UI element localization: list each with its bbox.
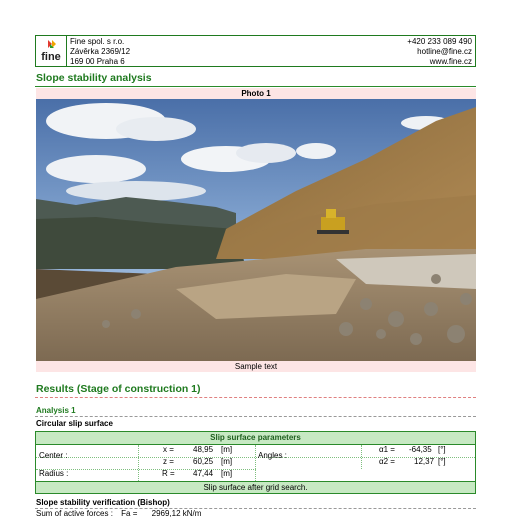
- photo-sample-text: Sample text: [36, 361, 476, 372]
- radius-label: Radius :: [39, 469, 69, 478]
- alpha1-value: -64,35: [409, 445, 432, 454]
- sum-active-row: [36, 509, 201, 518]
- table-body: [36, 445, 475, 481]
- sum-active-label: Sum of active forces :: [36, 509, 113, 518]
- r-value: 47,44: [193, 469, 214, 478]
- photo-caption: Photo 1: [36, 88, 476, 99]
- results-heading: Results (Stage of construction 1): [36, 383, 201, 395]
- slip-surface-table: [35, 431, 476, 494]
- analysis-divider: [35, 416, 476, 417]
- circular-slip-heading: Circular slip surface: [36, 419, 113, 428]
- construction-site-photo: [36, 99, 476, 361]
- table-footer: Slip surface after grid search.: [36, 481, 475, 493]
- alpha2-value: 12,37: [414, 457, 435, 466]
- company-phone: +420 233 089 490: [407, 37, 472, 46]
- alpha2-unit: [°]: [438, 457, 446, 466]
- alpha1-unit: [°]: [438, 445, 446, 454]
- svg-text:fine: fine: [41, 51, 61, 63]
- alpha2-label: α2 =: [379, 457, 395, 466]
- title-divider: [35, 86, 476, 87]
- z-value: 60,25: [193, 457, 214, 466]
- fine-logo: [36, 36, 67, 66]
- company-web[interactable]: www.fine.cz: [429, 57, 472, 66]
- x-unit: [m]: [221, 445, 233, 454]
- r-label: R =: [162, 469, 175, 478]
- analysis-heading: Analysis 1: [36, 406, 76, 415]
- company-email[interactable]: hotline@fine.cz: [417, 47, 472, 56]
- company-name: Fine spol. s r.o.: [70, 37, 125, 46]
- x-label: x =: [163, 445, 174, 454]
- company-street: Závěrka 2369/12: [70, 47, 131, 56]
- alpha1-label: α1 =: [379, 445, 395, 454]
- table-header: Slip surface parameters: [36, 432, 475, 445]
- z-unit: [m]: [221, 457, 233, 466]
- x-value: 48,95: [193, 445, 214, 454]
- r-unit: [m]: [221, 469, 233, 478]
- center-label: Center :: [39, 451, 68, 460]
- report-header: [35, 35, 476, 67]
- fine-logo-icon: [36, 36, 66, 66]
- page-title: Slope stability analysis: [36, 72, 152, 84]
- bishop-heading: Slope stability verification (Bishop): [36, 498, 170, 507]
- results-divider: [35, 397, 476, 398]
- angles-label: Angles :: [258, 451, 287, 460]
- z-label: z =: [163, 457, 174, 466]
- company-city: 169 00 Praha 6: [70, 57, 125, 66]
- sum-active-value: 2969,12 kN/m: [151, 509, 202, 518]
- sum-active-symbol: Fa =: [121, 509, 138, 518]
